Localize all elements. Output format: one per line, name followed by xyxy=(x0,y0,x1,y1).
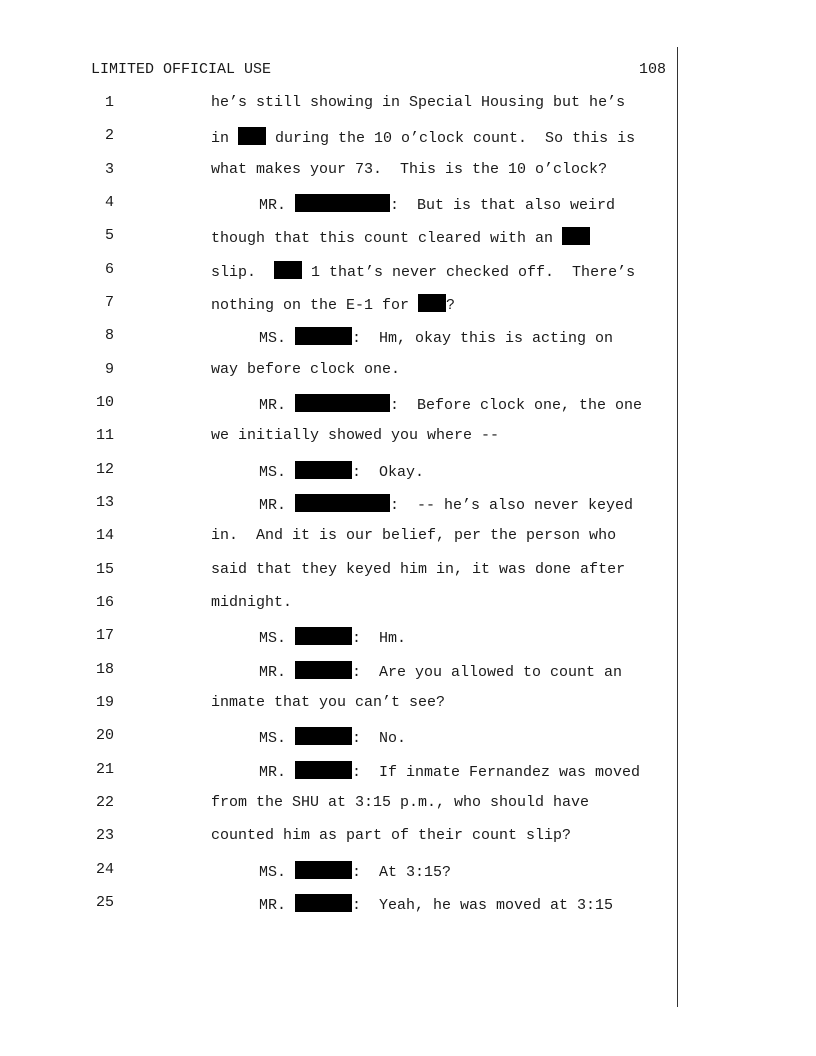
redaction-box xyxy=(295,727,352,745)
text-segment: : Are you allowed to count an xyxy=(352,663,623,681)
redaction-box xyxy=(562,227,590,245)
text-segment: during the 10 o’clock count. So this is xyxy=(266,130,636,148)
line-text xyxy=(211,427,499,444)
text-segment: : At 3:15? xyxy=(352,863,452,881)
line-text xyxy=(211,127,635,147)
line-text xyxy=(259,661,622,681)
line-number: 17 xyxy=(95,627,114,645)
line-number: 21 xyxy=(95,760,114,778)
transcript-line xyxy=(0,627,680,647)
transcript-line xyxy=(0,294,680,314)
text-segment: inmate that you can’t see? xyxy=(211,693,446,711)
redaction-box xyxy=(295,894,352,912)
transcript-line xyxy=(0,494,680,514)
text-segment: : Before clock one, the one xyxy=(390,396,643,414)
redaction-box xyxy=(295,494,390,512)
line-text xyxy=(211,94,625,111)
text-segment: MS. xyxy=(259,463,296,481)
text-segment: slip. xyxy=(211,263,275,281)
line-text xyxy=(259,727,406,747)
line-text xyxy=(211,561,625,578)
text-segment: we initially showed you where -- xyxy=(211,427,500,445)
classification-header: LIMITED OFFICIAL USE xyxy=(91,61,272,78)
transcript-line xyxy=(0,894,680,914)
redaction-box xyxy=(295,861,352,879)
line-text xyxy=(211,261,635,281)
line-number: 12 xyxy=(95,460,114,478)
text-segment: : Okay. xyxy=(352,463,425,481)
text-segment: in xyxy=(211,130,239,148)
line-text xyxy=(259,194,615,214)
redaction-box xyxy=(295,661,352,679)
text-segment: midnight. xyxy=(211,593,293,611)
redaction-box xyxy=(238,127,266,145)
transcript-line xyxy=(0,261,680,281)
text-segment: : If inmate Fernandez was moved xyxy=(352,763,641,781)
transcript-line xyxy=(0,94,680,114)
line-text xyxy=(211,161,607,178)
transcript-line xyxy=(0,827,680,847)
text-segment: MR. xyxy=(259,396,296,414)
line-number: 22 xyxy=(95,793,114,811)
line-number: 6 xyxy=(104,260,114,278)
transcript-line xyxy=(0,527,680,547)
text-segment: : -- he’s also never keyed xyxy=(390,496,634,514)
line-text xyxy=(211,294,455,314)
text-segment: MR. xyxy=(259,496,296,514)
text-segment: : Hm, okay this is acting on xyxy=(352,330,614,348)
redaction-box xyxy=(295,194,390,212)
text-segment: in. And it is our belief, per the person who xyxy=(211,527,617,545)
line-text xyxy=(259,461,424,481)
text-segment: MS. xyxy=(259,863,296,881)
transcript-line xyxy=(0,427,680,447)
text-segment: he’s still showing in Special Housing but he’s xyxy=(211,94,626,111)
line-number: 4 xyxy=(104,193,114,211)
line-number: 13 xyxy=(95,493,114,511)
transcript-line xyxy=(0,661,680,681)
line-text xyxy=(211,794,589,811)
text-segment: ? xyxy=(446,296,456,314)
text-segment: MR. xyxy=(259,763,296,781)
line-text xyxy=(259,627,406,647)
line-number: 25 xyxy=(95,893,114,911)
text-segment: : Yeah, he was moved at 3:15 xyxy=(352,896,614,914)
line-text xyxy=(211,594,292,611)
line-text xyxy=(259,761,640,781)
text-segment: MR. xyxy=(259,896,296,914)
line-number: 14 xyxy=(95,527,114,545)
transcript-line xyxy=(0,794,680,814)
line-number: 15 xyxy=(95,560,114,578)
line-number: 16 xyxy=(95,593,114,611)
transcript-line xyxy=(0,327,680,347)
text-segment: what makes your 73. This is the 10 o’clock? xyxy=(211,160,608,178)
text-segment: nothing on the E-1 for xyxy=(211,296,419,314)
transcript-line xyxy=(0,227,680,247)
transcript-line xyxy=(0,127,680,147)
redaction-box xyxy=(295,461,352,479)
text-segment: though that this count cleared with an xyxy=(211,230,563,248)
line-number: 5 xyxy=(104,227,114,245)
line-number: 19 xyxy=(95,693,114,711)
text-segment: way before clock one. xyxy=(211,360,401,378)
redaction-box xyxy=(418,294,446,312)
transcript-line xyxy=(0,761,680,781)
line-number: 20 xyxy=(95,727,114,745)
redaction-box xyxy=(295,327,352,345)
text-segment: MS. xyxy=(259,330,296,348)
redaction-box xyxy=(295,394,390,412)
text-segment: MR. xyxy=(259,196,296,214)
line-text xyxy=(259,494,633,514)
line-number: 2 xyxy=(104,127,114,145)
line-number: 10 xyxy=(95,393,114,411)
line-number: 18 xyxy=(95,660,114,678)
transcript-line xyxy=(0,161,680,181)
page-number: 108 xyxy=(638,61,666,78)
redaction-box xyxy=(295,761,352,779)
text-segment: MS. xyxy=(259,630,296,648)
line-text xyxy=(211,827,571,844)
transcript-line xyxy=(0,594,680,614)
text-segment: counted him as part of their count slip? xyxy=(211,827,572,845)
line-number: 9 xyxy=(104,360,114,378)
transcript-line xyxy=(0,861,680,881)
line-text xyxy=(259,327,613,347)
line-text xyxy=(211,361,400,378)
transcript-line xyxy=(0,694,680,714)
transcript-line xyxy=(0,561,680,581)
text-segment: : No. xyxy=(352,730,407,748)
text-segment: 1 that’s never checked off. There’s xyxy=(302,263,636,281)
text-segment: from the SHU at 3:15 p.m., who should have xyxy=(211,793,590,811)
redaction-box xyxy=(295,627,352,645)
line-text xyxy=(211,694,445,711)
text-segment: MS. xyxy=(259,730,296,748)
text-segment: : Hm. xyxy=(352,630,407,648)
line-number: 7 xyxy=(104,293,114,311)
line-text xyxy=(211,227,590,247)
line-text xyxy=(211,527,616,544)
redaction-box xyxy=(274,261,302,279)
transcript-line xyxy=(0,461,680,481)
line-text xyxy=(259,394,642,414)
transcript-line xyxy=(0,361,680,381)
line-number: 24 xyxy=(95,860,114,878)
line-number: 1 xyxy=(104,94,114,111)
line-number: 11 xyxy=(95,427,114,445)
line-text xyxy=(259,894,613,914)
line-number: 23 xyxy=(95,827,114,845)
line-text xyxy=(259,861,451,881)
text-segment: : But is that also weird xyxy=(390,196,616,214)
text-segment: MR. xyxy=(259,663,296,681)
line-number: 3 xyxy=(104,160,114,178)
line-number: 8 xyxy=(104,327,114,345)
transcript-line xyxy=(0,394,680,414)
transcript-line xyxy=(0,194,680,214)
transcript-line xyxy=(0,727,680,747)
text-segment: said that they keyed him in, it was done after xyxy=(211,560,626,578)
